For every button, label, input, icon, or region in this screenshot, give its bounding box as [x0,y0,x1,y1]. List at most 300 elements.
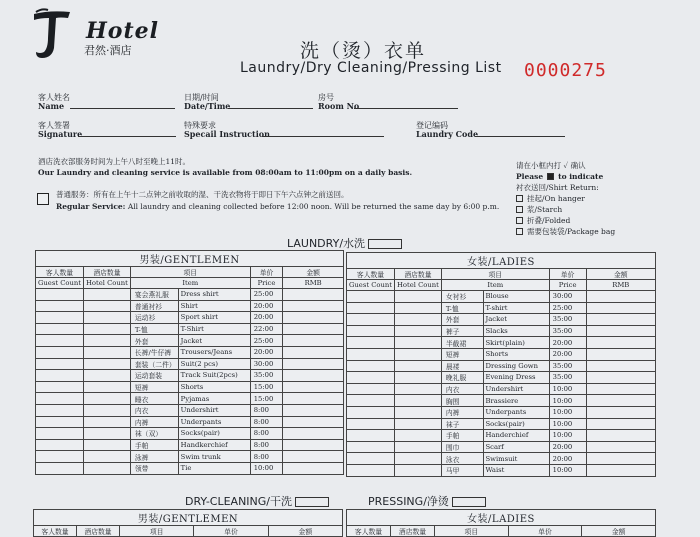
item-cn: 泳裤 [130,451,178,463]
item-price: 8:00 [250,428,283,440]
hotel-count-cell[interactable] [84,451,131,463]
indicate-instruction-cn: 请在小框内打 ✓ 确认 [516,161,586,170]
pressing-box[interactable] [452,497,486,507]
hotel-count-cell[interactable] [395,314,442,326]
amount-cell[interactable] [283,462,344,474]
item-cn: 短裤 [130,381,178,393]
amount-cell[interactable] [283,381,344,393]
guest-name-label: 客人姓名 Name [38,93,70,111]
guest-count-cell[interactable] [347,314,395,326]
item-cn: 裤子 [441,325,483,337]
item-price: 20:00 [549,453,586,465]
item-price: 35:00 [549,360,586,372]
table-row [347,464,656,476]
date-time-field[interactable] [228,108,313,109]
amount-cell[interactable] [586,348,655,360]
hotel-count-cell[interactable] [395,348,442,360]
hotel-count-cell[interactable] [395,360,442,372]
item-en: Swimsuit [483,453,549,465]
item-en: Underpants [483,406,549,418]
guest-count-cell[interactable] [36,370,84,382]
pressing-section-title: PRESSING/净烫 [368,493,486,509]
item-en: Jacket [178,335,250,347]
item-cn: T-恤 [441,302,483,314]
item-en: Sport shirt [178,312,250,324]
hotel-count-cell[interactable] [395,406,442,418]
item-cn: 袜子 [441,418,483,430]
table-row [36,393,344,405]
guest-count-cell[interactable] [347,348,395,360]
checkbox-icon[interactable] [516,195,523,202]
table-row [347,406,656,418]
item-cn: 手帕 [130,439,178,451]
hotel-count-cell[interactable] [84,289,131,301]
table-row [36,335,344,347]
hotel-count-cell[interactable] [84,428,131,440]
hotel-count-cell[interactable] [84,404,131,416]
table-row [36,370,344,382]
item-cn: 运动套装 [130,370,178,382]
item-cn: 长裤/牛仔裤 [130,346,178,358]
amount-cell[interactable] [586,464,655,476]
item-header-en: Item [441,280,549,291]
amount-cell[interactable] [283,416,344,428]
item-price: 20:00 [250,300,283,312]
guest-count-cell[interactable] [36,439,84,451]
item-price: 20:00 [250,346,283,358]
item-cn: 外套 [441,314,483,326]
item-price: 15:00 [250,393,283,405]
item-en: Dressing Gown [483,360,549,372]
hotel-count-cell[interactable] [84,312,131,324]
guest-count-cell[interactable] [36,289,84,301]
special-instruction-field[interactable] [262,136,384,137]
gentlemen-title: 男装/GENTLEMEN [36,251,344,267]
item-price: 20:00 [549,441,586,453]
guest-count-cell[interactable] [36,404,84,416]
item-en: Slacks [483,325,549,337]
item-price: 10:00 [250,462,283,474]
dry-cleaning-box[interactable] [295,497,329,507]
item-cn: 普通衬衫 [130,300,178,312]
indicate-instruction-en: Please to indicate [516,172,604,181]
amount-cell[interactable] [283,335,344,347]
hotel-count-cell[interactable] [84,381,131,393]
amount-cell[interactable] [586,337,655,349]
amount-cell[interactable] [586,453,655,465]
hotel-count-header-en: Hotel Count [395,280,442,291]
amount-cell[interactable] [586,395,655,407]
amount-header-cn: 金额 [582,526,656,537]
amount-cell[interactable] [283,404,344,416]
hotel-count-cell[interactable] [395,383,442,395]
guest-count-cell[interactable] [347,337,395,349]
ladies-title: 女装/LADIES [347,253,656,269]
guest-count-cell[interactable] [347,325,395,337]
item-en: T-Shirt [178,323,250,335]
dry-ladies-title: 女装/LADIES [347,510,656,526]
amount-header-cn: 金额 [268,526,342,537]
gentlemen-table [35,250,344,475]
guest-count-cell[interactable] [36,416,84,428]
guest-count-cell[interactable] [347,302,395,314]
amount-cell[interactable] [283,300,344,312]
item-cn: 半截裙 [441,337,483,349]
item-en: Blouse [483,291,549,303]
guest-count-header-en: Guest Count [36,278,84,289]
item-cn: 袜（双） [130,428,178,440]
item-en: Shorts [483,348,549,360]
guest-count-cell[interactable] [36,451,84,463]
item-en: Trousers/Jeans [178,346,250,358]
amount-cell[interactable] [283,439,344,451]
item-price: 35:00 [549,372,586,384]
guest-count-cell[interactable] [36,428,84,440]
room-no-label: 房号 Room No [318,93,360,111]
hotel-count-cell[interactable] [84,335,131,347]
hotel-count-cell[interactable] [84,346,131,358]
guest-count-cell[interactable] [347,418,395,430]
item-price: 35:00 [549,325,586,337]
guest-count-header-en: Guest Count [347,280,395,291]
item-en: Waist [483,464,549,476]
dry-gentlemen-table [33,509,343,537]
price-header-en: Price [250,278,283,289]
item-price: 10:00 [549,383,586,395]
guest-count-cell[interactable] [36,335,84,347]
table-row [347,441,656,453]
amount-cell[interactable] [283,358,344,370]
item-cn: 手帕 [441,430,483,442]
table-row [36,289,344,301]
hotel-count-cell[interactable] [84,416,131,428]
item-cn: 女衬衫 [441,291,483,303]
hotel-count-cell[interactable] [84,439,131,451]
laundry-code-label: 登记编码 Laundry Code [416,121,479,139]
item-price: 25:00 [549,302,586,314]
item-cn: 睡衣 [130,393,178,405]
guest-count-cell[interactable] [36,462,84,474]
hotel-count-header-cn: 酒店数量 [84,267,131,278]
hotel-count-cell[interactable] [395,453,442,465]
hotel-count-cell[interactable] [395,302,442,314]
item-en: T-shirt [483,302,549,314]
amount-cell[interactable] [586,406,655,418]
amount-header-en: RMB [586,280,655,291]
guest-count-cell[interactable] [347,453,395,465]
guest-count-cell[interactable] [347,441,395,453]
service-hours-en: Our Laundry and cleaning service is available from 08:00am to 11:00pm on a daily basis. [38,168,413,177]
price-header-cn: 单价 [194,526,268,537]
serial-number: 0000275 [524,60,607,81]
hotel-count-cell[interactable] [84,358,131,370]
amount-cell[interactable] [586,441,655,453]
guest-count-cell[interactable] [36,381,84,393]
amount-cell[interactable] [283,312,344,324]
hotel-count-header-cn: 酒店数量 [77,526,120,537]
hotel-count-cell[interactable] [395,291,442,303]
price-header-cn: 单价 [508,526,582,537]
item-cn: 领带 [130,462,178,474]
signature-field[interactable] [78,136,176,137]
guest-count-cell[interactable] [347,395,395,407]
item-cn: 内裤 [441,406,483,418]
table-row [36,462,344,474]
table-row [36,416,344,428]
amount-cell[interactable] [586,372,655,384]
item-en: Shorts [178,381,250,393]
amount-cell[interactable] [283,289,344,301]
table-row [347,418,656,430]
form-title-en: Laundry/Dry Cleaning/Pressing List [240,60,502,76]
table-row [36,300,344,312]
guest-count-cell[interactable] [36,300,84,312]
item-en: Handkerchief [178,439,250,451]
item-cn: 泳衣 [441,453,483,465]
table-row [347,348,656,360]
amount-cell[interactable] [586,383,655,395]
checkbox-icon[interactable] [516,228,523,235]
hotel-count-header-cn: 酒店数量 [391,526,435,537]
item-cn: 宴会燕礼服 [130,289,178,301]
hotel-count-header-en: Hotel Count [84,278,131,289]
item-price: 30:00 [250,358,283,370]
table-row [347,337,656,349]
price-header-cn: 单价 [250,267,283,278]
table-row [347,302,656,314]
table-row [347,430,656,442]
item-price: 25:00 [250,289,283,301]
item-cn: 外套 [130,335,178,347]
item-cn: 内衣 [441,383,483,395]
item-header-cn: 项目 [130,267,250,278]
hotel-count-cell[interactable] [395,372,442,384]
item-en: Tie [178,462,250,474]
price-header-en: Price [549,280,586,291]
hotel-logo-icon [30,8,74,60]
ladies-table [346,252,656,477]
amount-cell[interactable] [586,325,655,337]
table-row [36,323,344,335]
item-header-cn: 项目 [435,526,509,537]
dry-gentlemen-title: 男装/GENTLEMEN [34,510,343,526]
price-header-cn: 单价 [549,269,586,280]
item-price: 20:00 [250,312,283,324]
item-price: 35:00 [250,370,283,382]
table-row [347,325,656,337]
guest-count-header-cn: 客人数量 [34,526,77,537]
item-cn: 套装（二件） [130,358,178,370]
hotel-count-cell[interactable] [395,395,442,407]
item-en: Evening Dress [483,372,549,384]
item-en: Brassiere [483,395,549,407]
item-en: Socks(pair) [178,428,250,440]
table-row [36,381,344,393]
table-row [36,439,344,451]
guest-count-cell[interactable] [36,346,84,358]
item-price: 10:00 [549,418,586,430]
amount-cell[interactable] [586,360,655,372]
table-row [36,358,344,370]
item-en: Underpants [178,416,250,428]
regular-service-en: Regular Service: All laundry and cleaning collected before 12:00 noon. Will be returned the same day by 6:00 p.m. [56,202,500,211]
table-row [36,312,344,324]
item-en: Pyjamas [178,393,250,405]
amount-cell[interactable] [283,393,344,405]
item-en: Undershirt [178,404,250,416]
hotel-count-cell[interactable] [395,430,442,442]
checkbox-icon[interactable] [516,217,523,224]
table-row [347,291,656,303]
item-cn: 内衣 [130,404,178,416]
laundry-code-field[interactable] [475,136,565,137]
option-folded[interactable]: 折叠/Folded [516,215,615,226]
option-on-hanger[interactable]: 挂起/On hanger [516,193,615,204]
hotel-count-cell[interactable] [395,464,442,476]
item-cn: 运动衫 [130,312,178,324]
item-cn: 内裤 [130,416,178,428]
laundry-section-title: LAUNDRY/水洗 [287,235,402,251]
guest-count-cell[interactable] [347,430,395,442]
table-row [347,453,656,465]
item-price: 10:00 [549,406,586,418]
item-cn: 晨褛 [441,360,483,372]
hotel-count-cell[interactable] [84,300,131,312]
item-en: Handerchief [483,430,549,442]
option-starch[interactable]: 浆/Starch [516,204,615,215]
item-price: 30:00 [549,291,586,303]
amount-header-en: RMB [283,278,344,289]
item-en: Suit(2 pcs) [178,358,250,370]
hotel-count-header-cn: 酒店数量 [395,269,442,280]
filled-box-icon [547,173,554,180]
item-price: 20:00 [549,348,586,360]
item-price: 20:00 [549,337,586,349]
item-en: Skirt(plain) [483,337,549,349]
hotel-count-cell[interactable] [395,325,442,337]
hotel-count-cell[interactable] [84,370,131,382]
room-no-field[interactable] [354,108,458,109]
guest-count-cell[interactable] [347,406,395,418]
item-en: Dress shirt [178,289,250,301]
table-row [36,404,344,416]
item-price: 10:00 [549,430,586,442]
item-price: 8:00 [250,416,283,428]
item-price: 22:00 [250,323,283,335]
hotel-count-cell[interactable] [395,337,442,349]
option-package-bag[interactable]: 需要包装袋/Package bag [516,226,615,237]
item-price: 15:00 [250,381,283,393]
table-row [347,395,656,407]
form-title-cn: 洗（烫）衣单 [300,40,427,62]
item-en: Swim trunk [178,451,250,463]
item-header-cn: 项目 [441,269,549,280]
amount-cell[interactable] [283,346,344,358]
guest-count-cell[interactable] [347,360,395,372]
item-en: Shirt [178,300,250,312]
table-row [347,372,656,384]
item-header-en: Item [130,278,250,289]
amount-cell[interactable] [283,323,344,335]
item-price: 25:00 [250,335,283,347]
guest-count-cell[interactable] [347,464,395,476]
hotel-count-cell[interactable] [84,462,131,474]
guest-count-cell[interactable] [36,393,84,405]
table-row [347,314,656,326]
hotel-count-cell[interactable] [84,393,131,405]
item-cn: 晚礼服 [441,372,483,384]
table-row [36,428,344,440]
amount-cell[interactable] [283,451,344,463]
item-price: 8:00 [250,404,283,416]
item-header-cn: 项目 [120,526,194,537]
table-row [347,383,656,395]
special-instruction-label: 特殊要求 Specail Instruction [184,121,270,139]
guest-count-cell[interactable] [36,323,84,335]
dry-ladies-table [346,509,656,537]
regular-service-cn: 普通服务：所有在上午十二点钟之前收取的湿、干洗衣物将于即日下午六点钟之前送回。 [56,190,349,199]
hotel-count-cell[interactable] [395,441,442,453]
item-cn: 围巾 [441,441,483,453]
item-en: Undershirt [483,383,549,395]
item-en: Jacket [483,314,549,326]
hotel-count-cell[interactable] [395,418,442,430]
item-price: 35:00 [549,314,586,326]
item-cn: 胸围 [441,395,483,407]
guest-count-header-cn: 客人数量 [347,526,391,537]
guest-name-field[interactable] [70,108,175,109]
amount-cell[interactable] [586,291,655,303]
guest-count-header-cn: 客人数量 [36,267,84,278]
item-en: Socks(pair) [483,418,549,430]
logo-cn-name: 君然·酒店 [84,44,132,57]
checkbox-icon[interactable] [516,206,523,213]
amount-cell[interactable] [586,430,655,442]
shirt-return-options [516,160,615,237]
guest-count-cell[interactable] [347,291,395,303]
item-en: Scarf [483,441,549,453]
table-row [347,360,656,372]
table-row [36,346,344,358]
shirt-return-label: 衬衣送回/Shirt Return: [516,183,599,192]
item-cn: 马甲 [441,464,483,476]
guest-count-cell[interactable] [347,372,395,384]
item-cn: T-恤 [130,323,178,335]
signature-label: 客人签署 Signature [38,121,83,139]
amount-cell[interactable] [283,370,344,382]
guest-count-header-cn: 客人数量 [347,269,395,280]
amount-header-cn: 金额 [586,269,655,280]
guest-count-cell[interactable] [36,358,84,370]
regular-service-checkbox[interactable] [37,193,49,205]
guest-count-cell[interactable] [347,383,395,395]
amount-cell[interactable] [586,418,655,430]
date-time-label: 日期/时间 Date/Time [184,93,231,111]
logo-brand: Hotel [86,18,159,44]
laundry-box[interactable] [368,239,402,249]
table-row [36,451,344,463]
amount-header-cn: 金额 [283,267,344,278]
amount-cell[interactable] [283,428,344,440]
item-en: Track Suit(2pcs) [178,370,250,382]
item-cn: 短裤 [441,348,483,360]
amount-cell[interactable] [586,314,655,326]
service-hours-cn: 酒店洗衣部服务时间为上午八时至晚上11时。 [38,157,191,166]
item-price: 8:00 [250,451,283,463]
guest-count-cell[interactable] [36,312,84,324]
amount-cell[interactable] [586,302,655,314]
hotel-count-cell[interactable] [84,323,131,335]
